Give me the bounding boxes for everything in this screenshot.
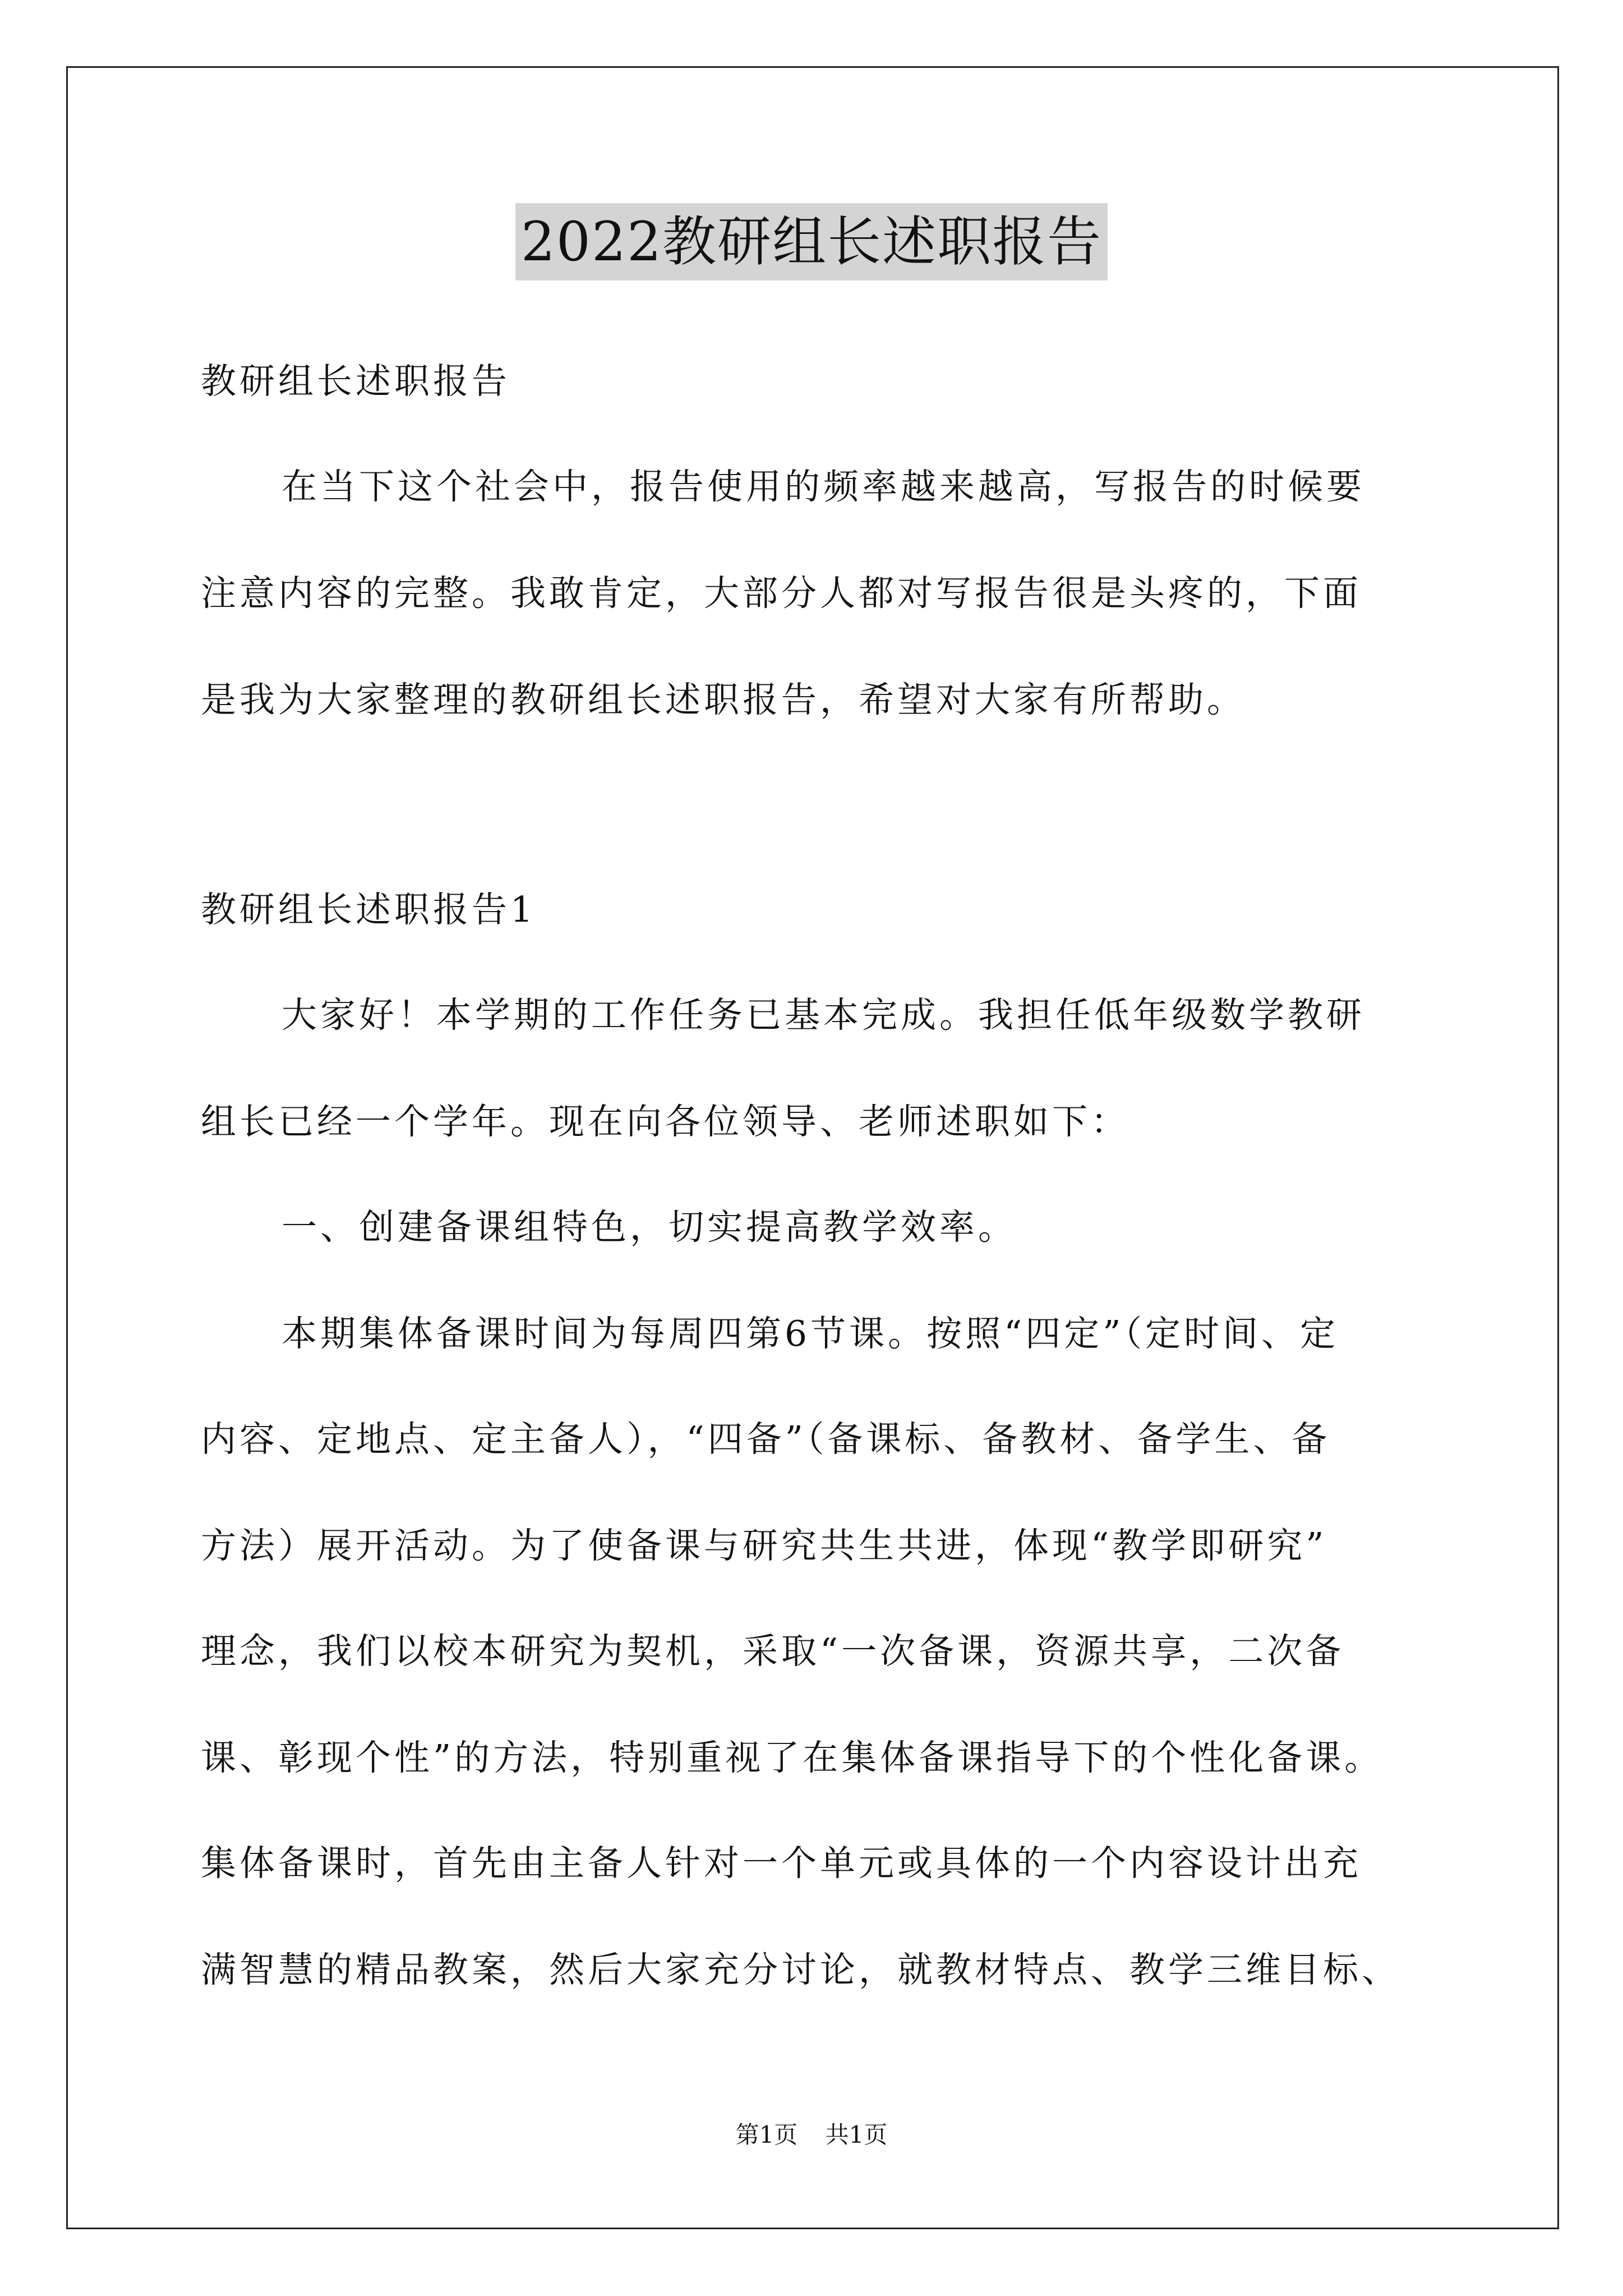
body-line: 一、创建备课组特色，切实提高教学效率。 (282, 1207, 1017, 1248)
body-line: 内容、定地点、定主备人），“四备”（备课标、备教材、备学生、备 (201, 1419, 1331, 1460)
intro-line: 是我为大家整理的教研组长述职报告，希望对大家有所帮助。 (201, 679, 1246, 720)
intro-line: 注意内容的完整。我敢肯定，大部分人都对写报告很是头疼的，下面 (201, 573, 1362, 614)
document-title: 2022教研组长述职报告 (515, 203, 1108, 280)
body-line: 满智慧的精品教案，然后大家充分讨论，就教材特点、教学三维目标、 (201, 1949, 1400, 1990)
page-number: 第1页 (735, 2121, 798, 2148)
body-line: 集体备课时，首先由主备人针对一个单元或具体的一个内容设计出充 (201, 1843, 1362, 1884)
document-subtitle: 教研组长述职报告 (201, 361, 510, 402)
body-line: 课、彰现个性”的方法，特别重视了在集体备课指导下的个性化备课。 (201, 1737, 1384, 1778)
page-footer (0, 2118, 1623, 2152)
title-container (0, 203, 1623, 280)
page-total: 共1页 (825, 2121, 888, 2148)
body-line: 本期集体备课时间为每周四第6节课。按照“四定”（定时间、定 (282, 1313, 1339, 1354)
body-line: 方法）展开活动。为了使备课与研究共生共进，体现“教学即研究” (201, 1525, 1327, 1566)
body-line: 大家好！本学期的工作任务已基本完成。我担任低年级数学教研 (282, 995, 1365, 1036)
body-line: 理念，我们以校本研究为契机，采取“一次备课，资源共享，二次备 (201, 1631, 1345, 1672)
body-line: 组长已经一个学年。现在向各位领导、老师述职如下： (201, 1101, 1129, 1142)
intro-line: 在当下这个社会中，报告使用的频率越来越高，写报告的时候要 (282, 466, 1365, 507)
section-heading: 教研组长述职报告1 (201, 889, 537, 930)
